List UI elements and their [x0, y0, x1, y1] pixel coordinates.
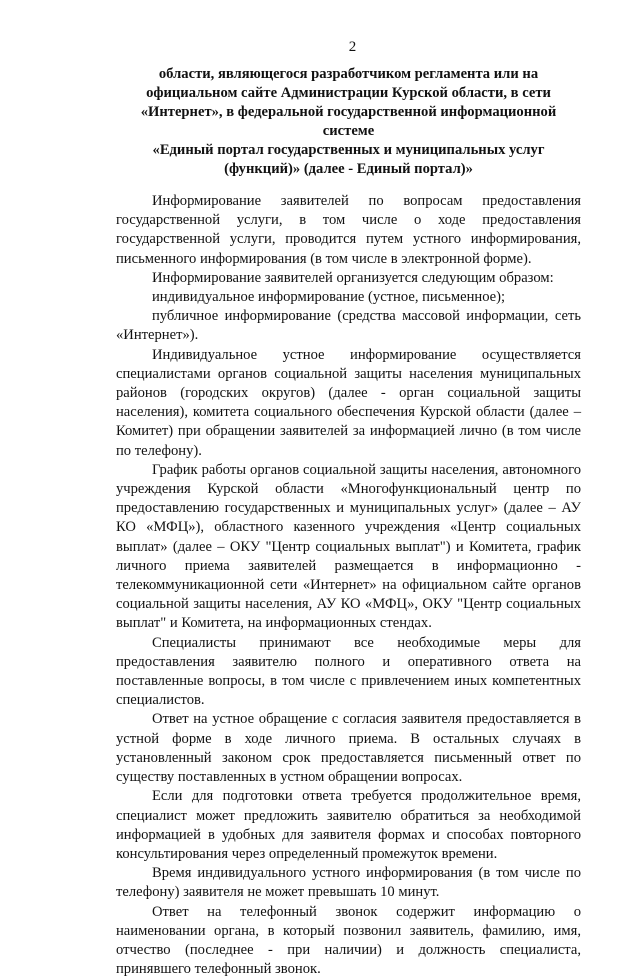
section-heading	[116, 65, 581, 179]
paragraph: Ответ на устное обращение с согласия заявителя предоставляется в устной форме в ходе личного приема. В остальных случаях в установленный законом срок предоставляется письменный ответ по существу поставленных в устном обращении вопросах.	[116, 711, 581, 786]
paragraph: Информирование заявителей по вопросам предоставления государственной услуги, в том числе о ходе предоставления государственной услуги, проводится путем устного информирования, письменного информирования (в том числе в электронной форме).	[116, 193, 581, 267]
paragraph: Специалисты принимают все необходимые меры для предоставления заявителю полного и оперативного ответа на поставленные вопросы, в том числе с привлечением иных компетентных специалистов.	[116, 634, 581, 709]
paragraph: Индивидуальное устное информирование осуществляется специалистами органов социальной защиты населения муниципальных районов (городских округов) (далее - орган социальной защиты населения), комитета социального обеспечения Курской области (далее – Комитет) при обращении заявителей за информацией лично (в том числе по телефону).	[116, 346, 581, 459]
paragraph: индивидуальное информирование (устное, письменное);	[152, 289, 506, 306]
paragraph: публичное информирование (средства массовой информации, сеть «Интернет»).	[116, 308, 581, 344]
paragraph: Ответ на телефонный звонок содержит информацию о наименовании органа, в который позвонил заявитель, фамилию, имя, отчество (последнее - при наличии) и должность специалиста, принявшего телефонный звонок.	[116, 903, 581, 978]
heading-line: области, являющегося разработчиком регламента или на	[158, 66, 539, 82]
paragraph: Информирование заявителей организуется следующим образом:	[152, 269, 554, 286]
heading-line: (функций)» (далее - Единый портал)»	[224, 161, 473, 177]
page-number: 2	[348, 39, 357, 55]
heading-line: официальном сайте Администрации Курской области, в сети	[146, 85, 551, 101]
paragraph: Если для подготовки ответа требуется продолжительное время, специалист может предложить заявителю обратиться за необходимой информацией в удобных для заявителя формах и способах повторного консультирования через определенный промежуток времени.	[116, 788, 581, 862]
paragraph: График работы органов социальной защиты населения, автономного учреждения Курской области «Многофункциональный центр по предоставлению государственных и муниципальных услуг» (далее – АУ КО «МФЦ»), областного казенного учреждения «Центр социальных выплат» (далее – ОКУ "Центр социальных выплат") и Комитета, график личного приема заявителей размещается в информационно - телекоммуникационной сети «Интернет» на официальном сайте органов социальной защиты населения, АУ КО «МФЦ», ОКУ "Центр социальных выплат" и Комитета, на информационных стендах.	[116, 461, 581, 632]
heading-line: «Интернет», в федеральной государственной информационной системе	[140, 104, 557, 139]
body-text	[116, 192, 581, 979]
paragraph: Время индивидуального устного информирования (в том числе по телефону) заявителя не может превышать 10 минут.	[116, 865, 581, 901]
heading-line: «Единый портал государственных и муниципальных услуг	[152, 142, 545, 158]
